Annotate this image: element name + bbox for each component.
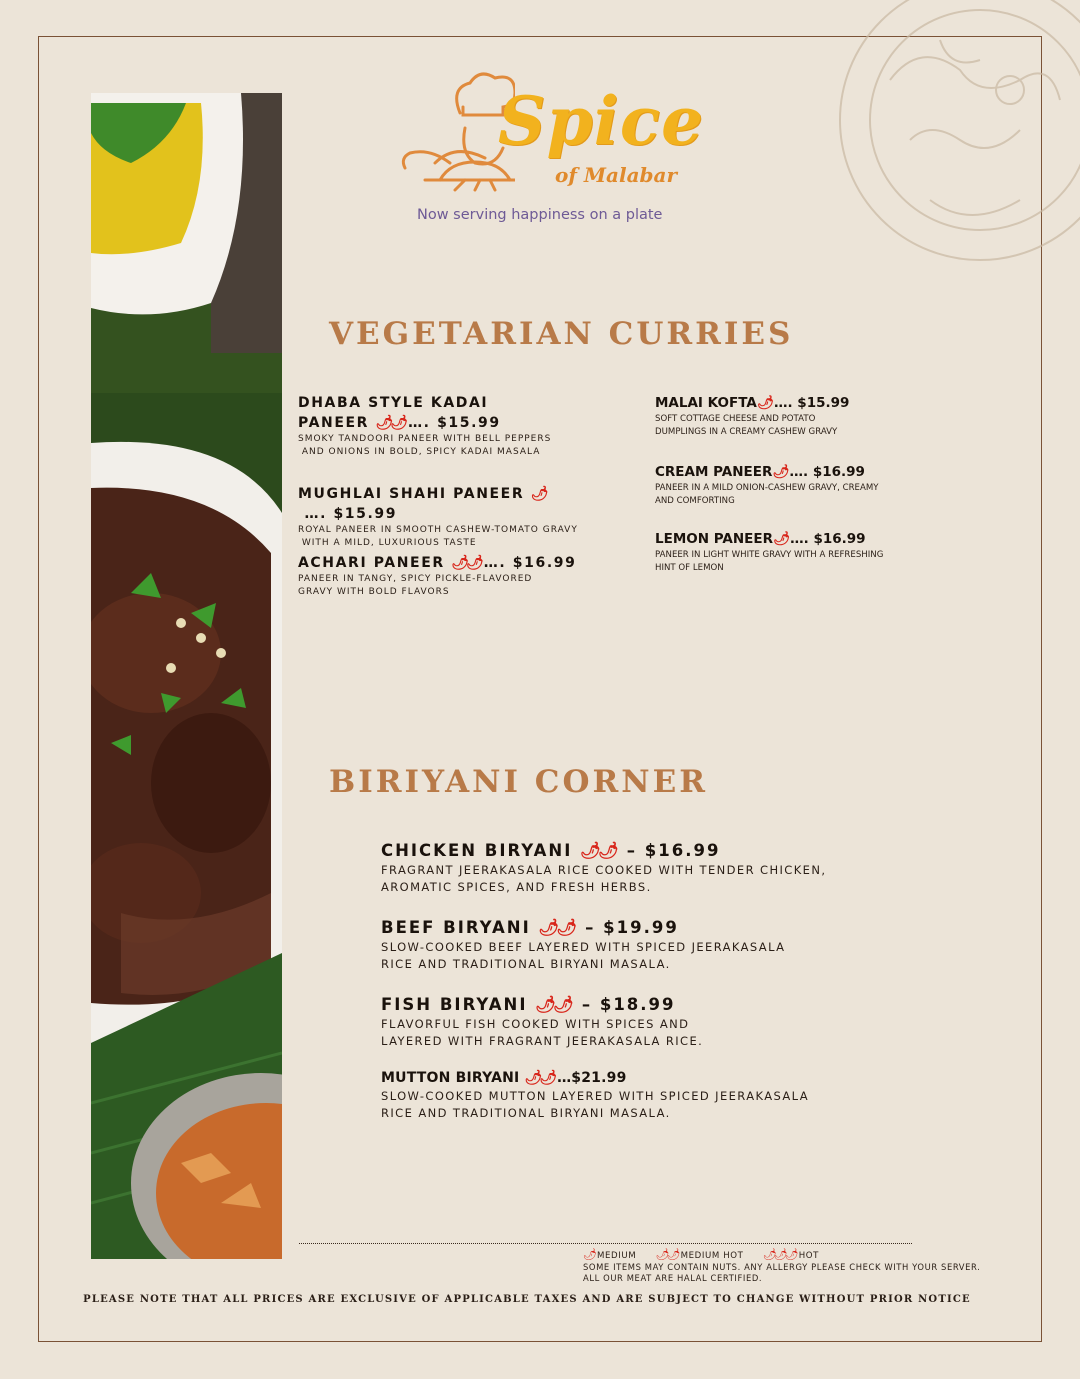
section-title-biriyani: BIRIYANI CORNER: [329, 764, 708, 800]
item-price: …. $15.99: [408, 415, 501, 431]
item-description: PANEER IN LIGHT WHITE GRAVY WITH A REFRESHING: [655, 550, 884, 560]
item-description: SOFT COTTAGE CHEESE AND POTATO: [655, 414, 816, 424]
brand-tagline: Now serving happiness on a plate: [417, 207, 663, 223]
legend-medium: 🌶 MEDIUM: [583, 1248, 637, 1261]
menu-item-achari-paneer: [298, 553, 628, 598]
item-name-row: [655, 462, 915, 482]
brand-name: Spice: [498, 82, 705, 160]
item-description-line2: DUMPLINGS IN A CREAMY CASHEW GRAVY: [655, 426, 838, 437]
menu-item-beef-biryani: [381, 917, 861, 973]
item-name: DHABA STYLE KADAI: [298, 395, 489, 411]
item-name-row: [655, 393, 915, 413]
chili-pepper-icon: 🌶: [756, 395, 771, 411]
menu-item-chicken-biryani: [381, 840, 861, 896]
item-name-row: [298, 553, 628, 573]
item-price: – $18.99: [574, 995, 676, 1014]
chili-pepper-icon: 🌶🌶: [375, 415, 406, 431]
menu-item-lemon-paneer: [655, 529, 915, 574]
legend-keys: [583, 1249, 1023, 1262]
item-name-line2: PANEER 🌶🌶 …. $15.99: [298, 415, 501, 431]
item-price: …. $16.99: [483, 555, 577, 571]
allergy-note: SOME ITEMS MAY CONTAIN NUTS. ANY ALLERGY PLEASE CHECK WITH YOUR SERVER.: [583, 1262, 981, 1272]
item-price: …. $16.99: [789, 464, 865, 480]
item-name-row: [381, 917, 861, 939]
chili-pepper-icon: 🌶: [530, 486, 546, 502]
item-description: FRAGRANT JEERAKASALA RICE COOKED WITH TENDER CHICKEN,: [381, 863, 827, 877]
item-description-line2: RICE AND TRADITIONAL BIRYANI MASALA.: [381, 957, 671, 971]
brand-subname: of Malabar: [555, 163, 678, 187]
chili-pepper-icon: 🌶: [772, 464, 787, 480]
item-description-line2: WITH A MILD, LUXURIOUS TASTE: [298, 537, 477, 548]
legend-hot: 🌶🌶🌶 HOT: [762, 1248, 820, 1261]
item-name-row: [381, 994, 861, 1016]
chili-pepper-icon: 🌶🌶: [535, 995, 572, 1014]
item-description: ROYAL PANEER IN SMOOTH CASHEW-TOMATO GRAVY: [298, 525, 578, 535]
item-name-row: [381, 1068, 861, 1088]
item-name: MUGHLAI SHAHI PANEER: [298, 486, 525, 502]
item-price: …. $16.99: [790, 531, 866, 547]
menu-item-malai-kofta: [655, 393, 915, 438]
item-description-line2: AROMATIC SPICES, AND FRESH HERBS.: [381, 880, 652, 894]
chili-pepper-icon: 🌶🌶: [524, 1070, 555, 1086]
item-price: …. $15.99: [773, 395, 850, 411]
item-name: MALAI KOFTA: [655, 395, 757, 411]
menu-item-mutton-biryani: [381, 1068, 861, 1122]
item-price: – $16.99: [619, 841, 721, 860]
legend-medium-hot: 🌶🌶 MEDIUM HOT: [655, 1248, 744, 1261]
menu-item-cream-paneer: [655, 462, 915, 507]
section-title-vegetarian: VEGETARIAN CURRIES: [329, 316, 794, 352]
chili-pepper-icon: 🌶🌶: [451, 555, 481, 571]
chili-pepper-icon: 🌶🌶: [538, 918, 575, 937]
menu-item-dhaba-kadai-paneer: [298, 393, 628, 458]
chili-pepper-icon: 🌶🌶: [580, 841, 617, 860]
item-description: SLOW-COOKED BEEF LAYERED WITH SPICED JEERAKASALA: [381, 940, 786, 954]
item-description: SLOW-COOKED MUTTON LAYERED WITH SPICED JEERAKASALA: [381, 1089, 810, 1103]
decorative-dish-sketch: [780, 0, 1080, 300]
brand-logo: [395, 68, 705, 233]
item-description-line2: AND ONIONS IN BOLD, SPICY KADAI MASALA: [298, 446, 541, 457]
halal-note: ALL OUR MEAT ARE HALAL CERTIFIED.: [583, 1273, 763, 1283]
item-name: BEEF BIRYANI: [381, 918, 531, 937]
dotted-divider: [299, 1243, 912, 1244]
item-description-line2: AND COMFORTING: [655, 495, 735, 506]
food-photo-strip: [91, 93, 282, 1259]
item-name: LEMON PANEER: [655, 531, 773, 547]
item-description-line2: RICE AND TRADITIONAL BIRYANI MASALA.: [381, 1106, 671, 1120]
item-price: …$21.99: [557, 1070, 627, 1086]
chili-pepper-icon: 🌶: [772, 531, 788, 547]
item-price: – $19.99: [577, 918, 679, 937]
item-description: PANEER IN A MILD ONION-CASHEW GRAVY, CREAMY: [655, 483, 879, 493]
item-description-line2: HINT OF LEMON: [655, 562, 724, 573]
item-description-line2: LAYERED WITH FRAGRANT JEERAKASALA RICE.: [381, 1034, 704, 1048]
item-description: PANEER IN TANGY, SPICY PICKLE-FLAVORED: [298, 574, 533, 584]
chili-pepper-icon: 🌶🌶: [655, 1248, 678, 1261]
item-price: …. $15.99: [298, 506, 398, 522]
item-name: MUTTON BIRYANI: [381, 1070, 520, 1086]
chili-pepper-icon: 🌶🌶🌶: [762, 1248, 796, 1261]
item-name: ACHARI PANEER: [298, 555, 445, 571]
price-disclaimer: PLEASE NOTE THAT ALL PRICES ARE EXCLUSIVE OF APPLICABLE TAXES AND ARE SUBJECT TO CHANGE WITHOUT PRIOR NOTICE: [83, 1294, 971, 1305]
menu-item-fish-biryani: [381, 994, 861, 1050]
item-name: CHICKEN BIRYANI: [381, 841, 573, 860]
item-name-row: [381, 840, 861, 862]
chef-serving-plate-icon: [395, 68, 515, 198]
item-name-row: [655, 529, 915, 549]
menu-item-mughlai-shahi-paneer: [298, 484, 638, 549]
item-description: SMOKY TANDOORI PANEER WITH BELL PEPPERS: [298, 434, 552, 444]
item-description: FLAVORFUL FISH COOKED WITH SPICES AND: [381, 1017, 690, 1031]
item-name: CREAM PANEER: [655, 464, 773, 480]
item-description-line2: GRAVY WITH BOLD FLAVORS: [298, 586, 450, 597]
item-name: FISH BIRYANI: [381, 995, 528, 1014]
chili-pepper-icon: 🌶: [583, 1248, 594, 1261]
item-name-row: [298, 484, 638, 524]
spice-legend: [583, 1249, 1023, 1284]
